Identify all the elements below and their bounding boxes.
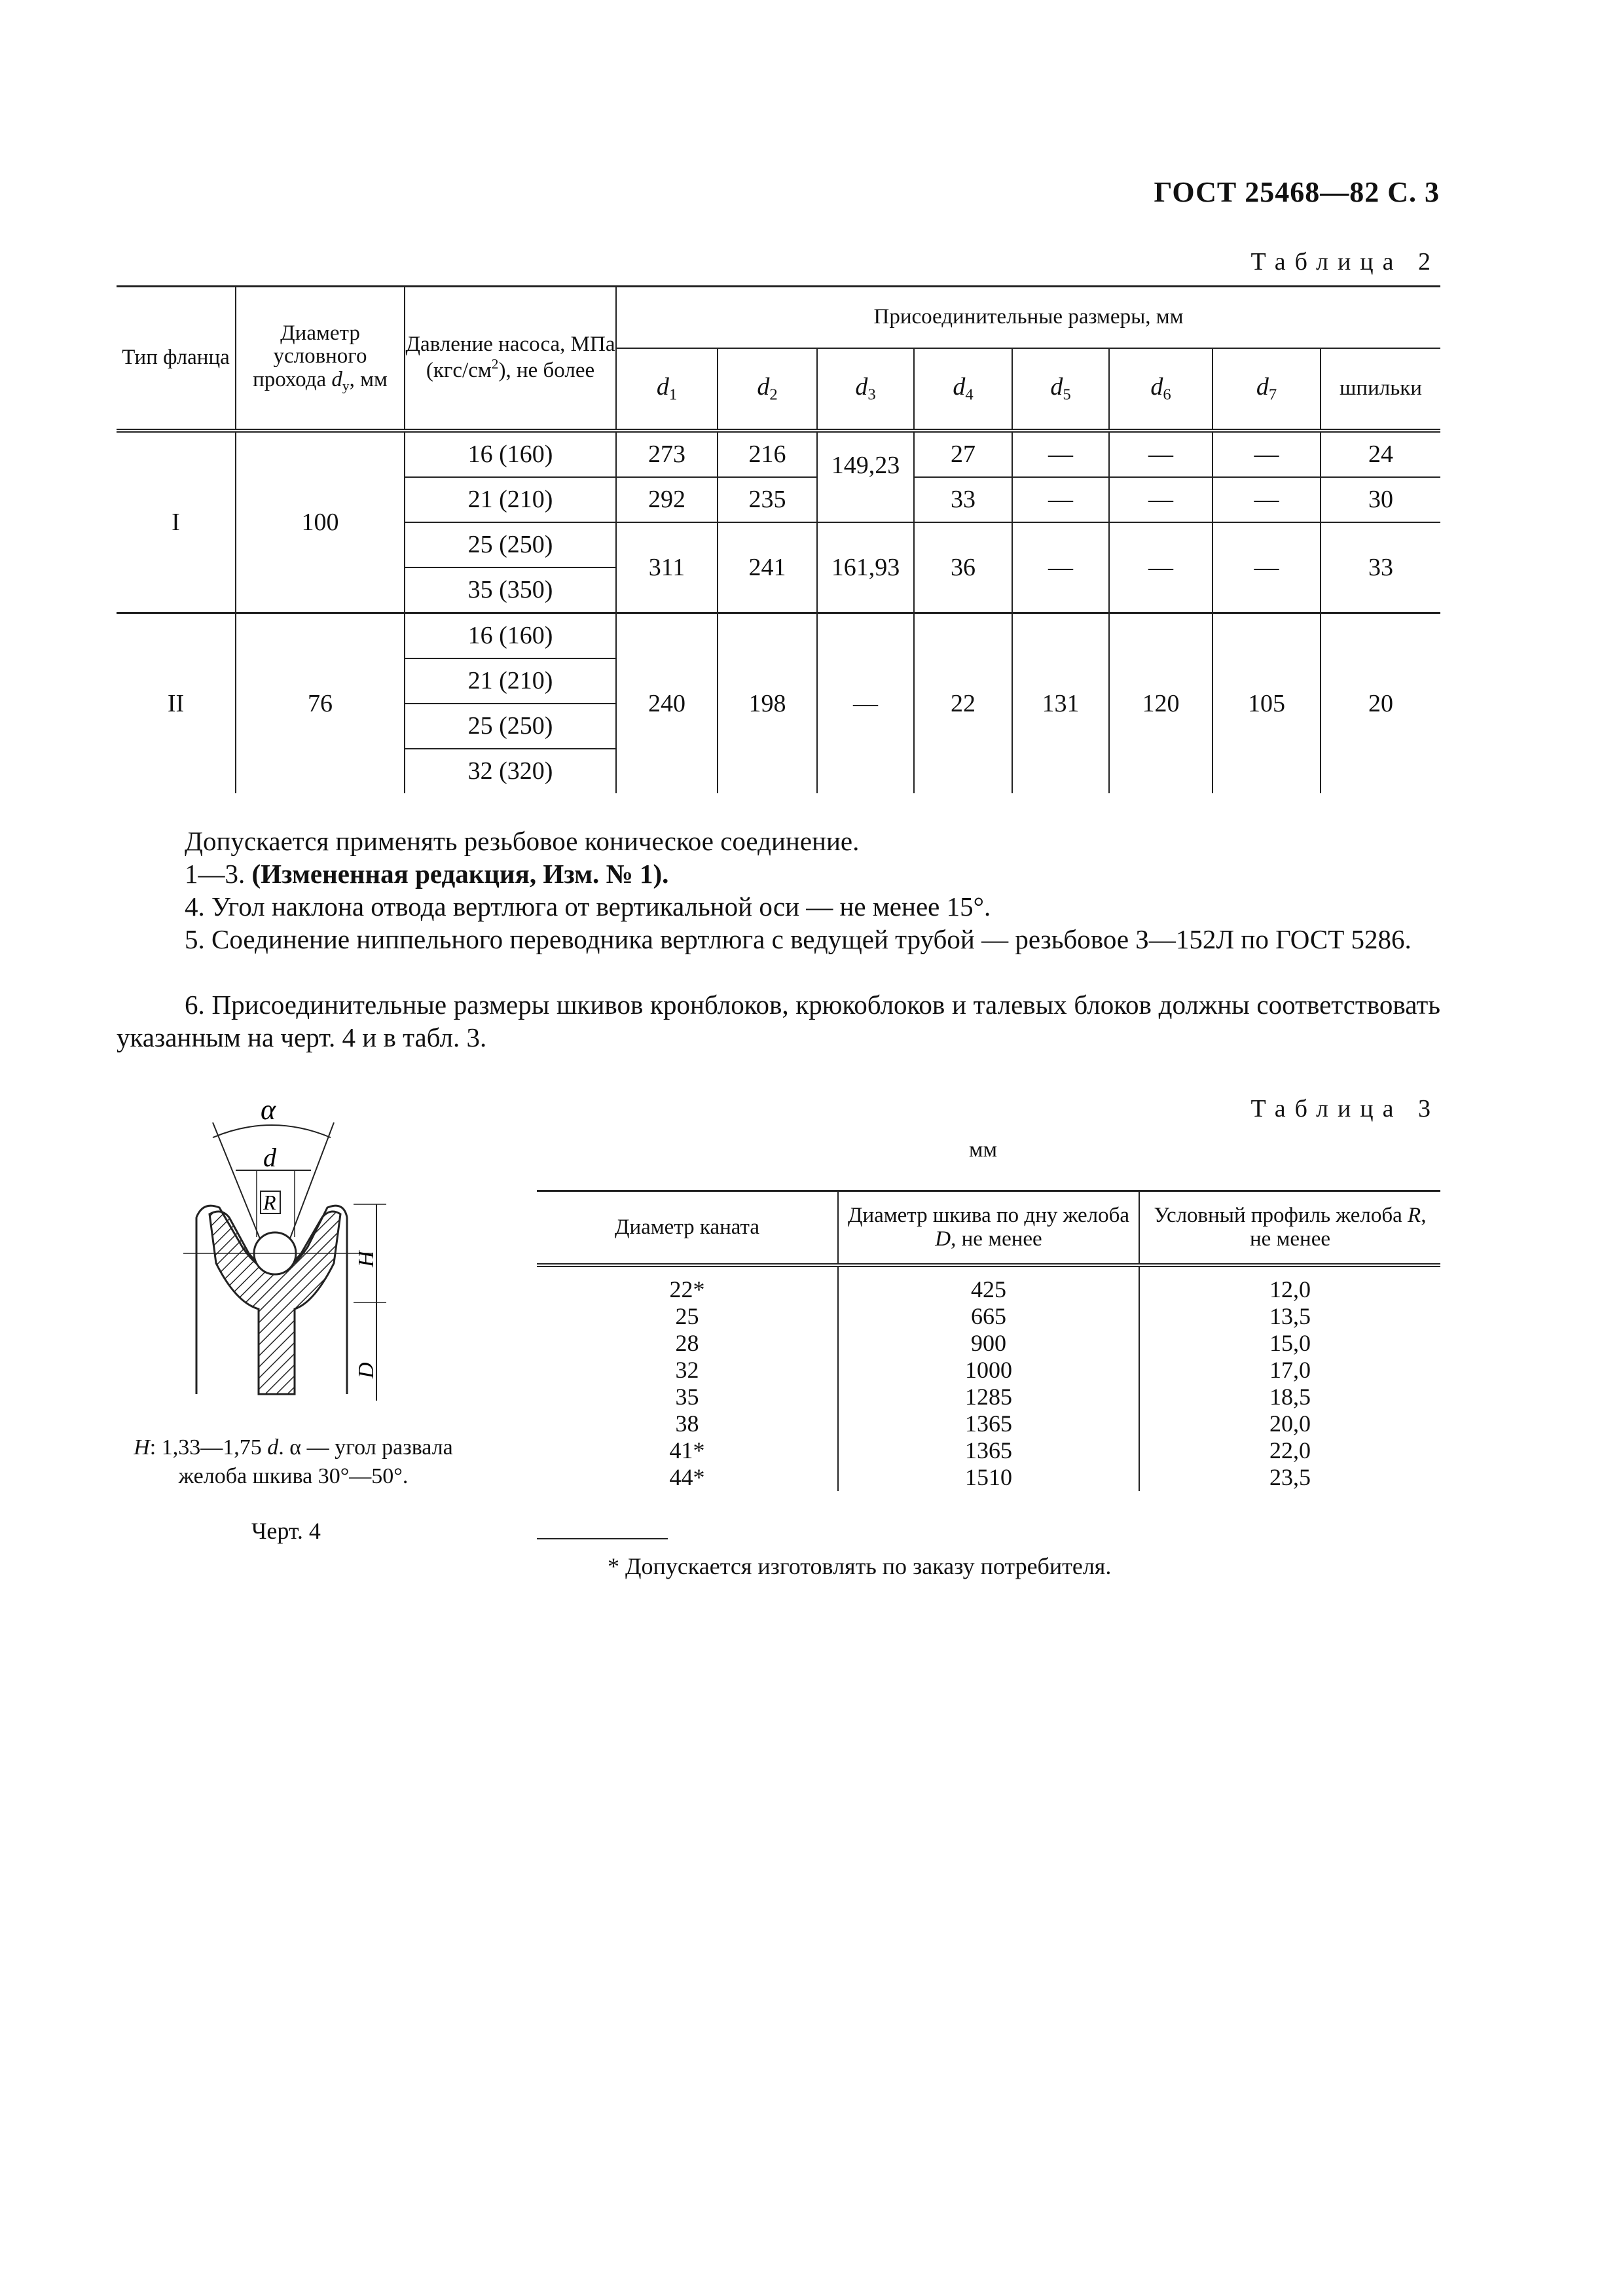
cell: — (1213, 477, 1321, 522)
sheave-groove-drawing (183, 1086, 399, 1433)
cell: — (1213, 522, 1321, 613)
cell-type: II (117, 613, 236, 793)
table2-caption: Таблица 2 (1250, 248, 1440, 276)
d-label: d (263, 1143, 276, 1172)
cell: — (1012, 522, 1109, 613)
r-label: R (263, 1191, 276, 1214)
cell: 35 (675, 1383, 699, 1410)
cell: 20,0 (1139, 1410, 1440, 1437)
cell: — (1109, 477, 1213, 522)
cell: 30 (1321, 477, 1440, 522)
table3-caption: Таблица 3 (1250, 1095, 1440, 1122)
cell: 105 (1213, 613, 1321, 793)
cell: 900 (838, 1330, 1139, 1357)
cell: 1000 (838, 1357, 1139, 1384)
cell: 20 (1321, 613, 1440, 793)
cell-pressure: 32 (320) (405, 749, 616, 793)
cell: 15,0 (1139, 1330, 1440, 1357)
cell: 24 (1321, 431, 1440, 477)
cell: 131 (1012, 613, 1109, 793)
paragraph-5: 6. Присоединительные размеры шкивов кронблоков, крюкоблоков и талевых блоков должны соответствовать указанным на черт. 4 и в табл. 3. (117, 990, 1440, 1052)
cell: — (1012, 477, 1109, 522)
cell: 38 (675, 1410, 699, 1437)
cell: 12,0 (1139, 1265, 1440, 1303)
col-d3: $d_3$ (817, 348, 914, 431)
paragraph-4: 5. Соединение ниппельного переводника вертлюга с ведущей трубой — резьбовое З—152Л по ГОСТ 5286. (185, 924, 1412, 954)
alpha-label: α (261, 1094, 276, 1126)
cell: 1365 (838, 1410, 1139, 1437)
cell: 41* (669, 1437, 705, 1463)
col-d6: $d_6$ (1109, 348, 1213, 431)
col-pressure-header: Давление насоса, МПа $(кгс/см^2)$, не более (405, 287, 616, 431)
cell-pressure: 21 (210) (405, 477, 616, 522)
cell: 273 (616, 431, 718, 477)
cell: — (1012, 431, 1109, 477)
cell: 22 (914, 613, 1012, 793)
cell: 292 (616, 477, 718, 522)
table-row (537, 1464, 1440, 1491)
cell: 120 (1109, 613, 1213, 793)
cell: 665 (838, 1303, 1139, 1330)
cell: 23,5 (1139, 1464, 1440, 1491)
page-header: ГОСТ 25468—82 С. 3 (1154, 176, 1440, 208)
cell: — (817, 613, 914, 793)
col-d5: $d_5$ (1012, 348, 1109, 431)
table-row (537, 1410, 1440, 1437)
dd-label: D (354, 1362, 378, 1378)
cell-pressure: 16 (160) (405, 431, 616, 477)
cell: 1365 (838, 1437, 1139, 1464)
cell: 22* (669, 1276, 705, 1302)
table-row (537, 1265, 1440, 1303)
table3-footnote: * Допускается изготовлять по заказу потребителя. (608, 1553, 1112, 1579)
cell-pressure: 16 (160) (405, 613, 616, 658)
t3-col-sheave: Диаметр шкива по дну желоба D, не менее (838, 1191, 1139, 1265)
t3-col-rope: Диаметр каната (537, 1191, 838, 1265)
table-row (537, 1384, 1440, 1410)
cell: — (1109, 431, 1213, 477)
cell: 1510 (838, 1464, 1139, 1491)
cell: 28 (675, 1329, 699, 1356)
cell-diam: 100 (236, 431, 405, 613)
cell: 311 (616, 522, 718, 613)
col-studs: шпильки (1321, 348, 1440, 431)
t3-col-profile: Условный профиль желоба R, не менее (1139, 1191, 1440, 1265)
col-d7: $d_7$ (1213, 348, 1321, 431)
cell: 36 (914, 522, 1012, 613)
cell: 241 (718, 522, 817, 613)
cell: 33 (1321, 522, 1440, 613)
h-label: H (354, 1251, 378, 1267)
cell: 161,93 (817, 522, 914, 613)
footnote-rule (537, 1538, 668, 1539)
col-group-header: Присоединительные размеры, мм (616, 287, 1440, 348)
table-row (537, 1437, 1440, 1464)
paragraph-3: 4. Угол наклона отвода вертлюга от вертикальной оси — не менее 15°. (185, 891, 991, 922)
paragraph-2: 1—3. (Измененная редакция, Изм. № 1). (185, 859, 669, 889)
col-diameter-header: Диаметр условного прохода $d_у$, мм (236, 287, 405, 431)
cell: 18,5 (1139, 1384, 1440, 1410)
paragraph-1: Допускается применять резьбовое коническое соединение. (185, 826, 860, 856)
alpha-arc (213, 1125, 331, 1138)
table3-unit: мм (969, 1138, 998, 1162)
table2 (117, 285, 1440, 793)
cell: 33 (914, 477, 1012, 522)
cell: 27 (914, 431, 1012, 477)
cell: 216 (718, 431, 817, 477)
cell: 235 (718, 477, 817, 522)
cell: 198 (718, 613, 817, 793)
cell: 22,0 (1139, 1437, 1440, 1464)
cell: 240 (616, 613, 718, 793)
cell: 1285 (838, 1384, 1139, 1410)
cell-pressure: 35 (350) (405, 567, 616, 613)
cell: 44* (669, 1463, 705, 1490)
table-row (537, 1303, 1440, 1330)
cell-diam: 76 (236, 613, 405, 793)
cell: 425 (838, 1265, 1139, 1303)
col-d4: $d_4$ (914, 348, 1012, 431)
cell: 32 (675, 1356, 699, 1383)
cell-pressure: 25 (250) (405, 522, 616, 567)
cell: 25 (675, 1302, 699, 1329)
figure4-caption: H: 1,33—1,75 d. α — угол развала желоба шкива 30°—50°. (134, 1435, 453, 1488)
table-row (117, 431, 1440, 477)
cell-pressure: 25 (250) (405, 704, 616, 749)
cell: — (1213, 431, 1321, 477)
table-row (537, 1357, 1440, 1384)
col-d2: $d_2$ (718, 348, 817, 431)
table3 (537, 1190, 1440, 1491)
cell: 149,23 (817, 431, 914, 522)
cell: 13,5 (1139, 1303, 1440, 1330)
col-type-header: Тип фланца (117, 287, 236, 431)
table-row (537, 1330, 1440, 1357)
table-row (117, 613, 1440, 658)
cell-type: I (117, 431, 236, 613)
cell: — (1109, 522, 1213, 613)
cell-pressure: 21 (210) (405, 658, 616, 704)
figure4-title: Черт. 4 (251, 1518, 321, 1544)
cell: 17,0 (1139, 1357, 1440, 1384)
col-d1: $d_1$ (616, 348, 718, 431)
